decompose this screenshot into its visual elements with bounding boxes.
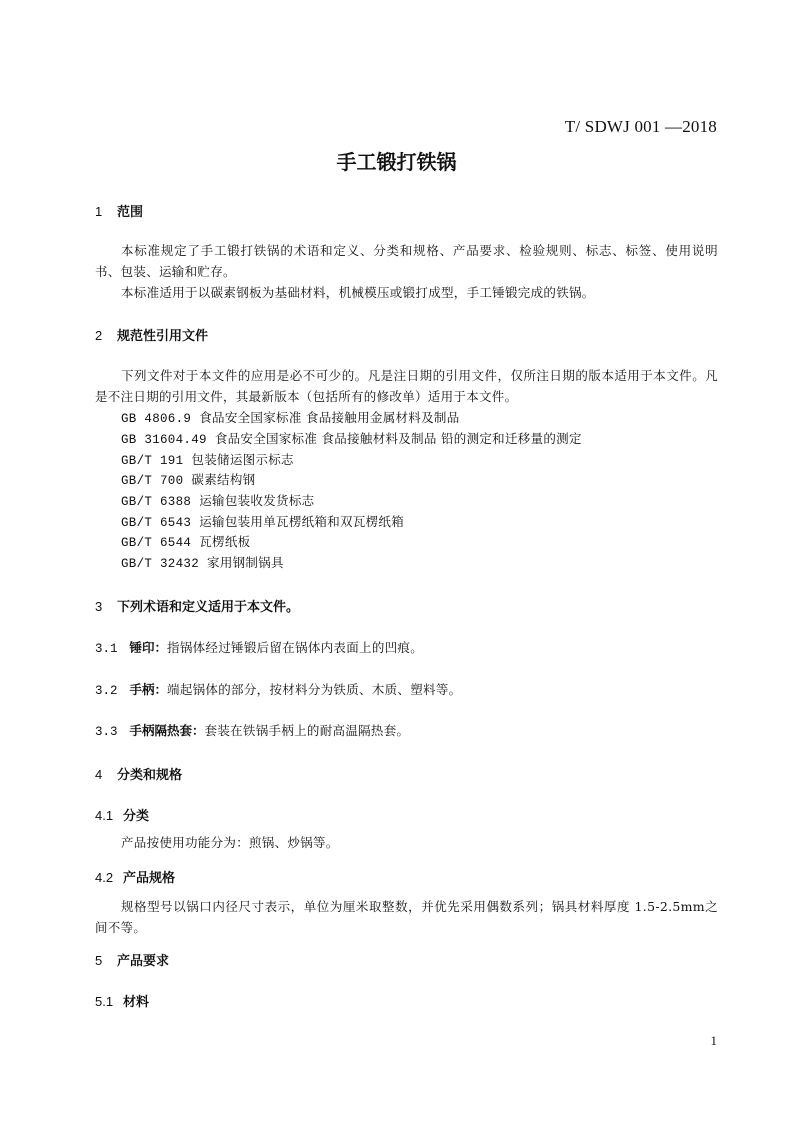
reference-code: GB/T 700 — [121, 474, 184, 488]
reference-title: 运输包装用单瓦楞纸箱和双瓦楞纸箱 — [199, 514, 405, 529]
subsection-4-2-heading — [95, 867, 175, 886]
section-title: 分类和规格 — [117, 768, 183, 783]
section-4-heading — [95, 764, 182, 783]
section-5-heading — [95, 950, 169, 969]
term-text: 端起锅体的部分，按材料分为铁质、木质、塑料等。 — [167, 682, 462, 697]
page-number: 1 — [710, 1033, 717, 1048]
reference-title: 包装储运图示标志 — [191, 452, 294, 467]
reference-item — [121, 429, 582, 447]
scope-paragraph-2: 本标准适用于以碳素钢板为基础材料，机械模压或锻打成型，手工锤锻完成的铁锅。 — [121, 285, 595, 300]
reference-title: 家用钢制锅具 — [207, 555, 284, 570]
reference-item — [121, 512, 404, 530]
reference-item — [121, 491, 314, 509]
subsection-number: 5.1 — [95, 994, 114, 1009]
reference-code: GB/T 6544 — [121, 536, 192, 550]
reference-title: 碳素结构钢 — [191, 472, 256, 487]
section-title: 范围 — [117, 205, 144, 220]
references-intro: 下列文件对于本文件的应用是必不可少的。凡是注日期的引用文件，仅所注日期的版本适用于本文件。凡是不注日期的引用文件，其最新版本（包括所有的修改单）适用于本文件。 — [95, 368, 718, 404]
subsection-number: 4.2 — [95, 870, 114, 885]
reference-item — [121, 532, 250, 550]
document-number: T/ SDWJ 001 —2018 — [564, 117, 717, 136]
term-definition — [95, 680, 461, 698]
reference-code: GB/T 191 — [121, 454, 184, 468]
section-number: 2 — [95, 328, 103, 343]
term-text: 套装在铁锅手柄上的耐高温隔热套。 — [204, 723, 410, 738]
term-number: 3.1 — [95, 642, 118, 656]
reference-title: 运输包装收发货标志 — [199, 493, 315, 508]
subsection-title: 产品规格 — [123, 871, 176, 886]
section-number: 1 — [95, 204, 103, 219]
section-number: 4 — [95, 767, 103, 782]
term-name: 手柄隔热套： — [129, 723, 205, 738]
term-number: 3.2 — [95, 684, 118, 698]
section-title: 下列术语和定义适用于本文件。 — [117, 600, 300, 615]
document-title: 手工锻打铁锅 — [336, 150, 457, 174]
subsection-4-1-heading — [95, 805, 149, 824]
section-1-heading — [95, 201, 143, 220]
term-definition — [95, 638, 423, 656]
section-title: 产品要求 — [117, 954, 170, 969]
term-name: 手柄： — [129, 682, 168, 697]
reference-title: 食品安全国家标准 食品接触材料及制品 铅的测定和迁移量的测定 — [214, 431, 582, 446]
term-number: 3.3 — [95, 725, 118, 739]
term-text: 指锅体经过锤锻后留在锅体内表面上的凹痕。 — [167, 640, 424, 655]
reference-item — [121, 553, 284, 571]
reference-code: GB 4806.9 — [121, 412, 192, 426]
section-number: 3 — [95, 599, 103, 614]
reference-title: 瓦楞纸板 — [199, 534, 251, 549]
subsection-title: 材料 — [123, 995, 150, 1010]
section-3-heading — [95, 596, 299, 615]
term-name: 锤印： — [129, 640, 168, 655]
subsection-5-1-heading — [95, 991, 149, 1010]
reference-item — [121, 408, 460, 426]
reference-code: GB/T 6543 — [121, 516, 192, 530]
reference-item — [121, 470, 255, 488]
subsection-title: 分类 — [123, 809, 150, 824]
term-definition — [95, 721, 409, 739]
subsection-number: 4.1 — [95, 808, 114, 823]
specification-text: 规格型号以锅口内径尺寸表示，单位为厘米取整数，并优先采用偶数系列；锅具材料厚度 1.5-2.5mm之间不等。 — [95, 899, 718, 935]
reference-item — [121, 450, 294, 468]
section-2-heading — [95, 325, 208, 344]
section-number: 5 — [95, 953, 103, 968]
classification-text: 产品按使用功能分为：煎锅、炒锅等。 — [121, 835, 339, 850]
section-title: 规范性引用文件 — [117, 329, 209, 344]
reference-code: GB 31604.49 — [121, 433, 207, 447]
reference-code: GB/T 6388 — [121, 495, 192, 509]
reference-code: GB/T 32432 — [121, 557, 200, 571]
reference-title: 食品安全国家标准 食品接触用金属材料及制品 — [199, 410, 460, 425]
scope-paragraph-1: 本标准规定了手工锻打铁锅的术语和定义、分类和规格、产品要求、检验规则、标志、标签、使用说明书、包装、运输和贮存。 — [95, 243, 718, 279]
